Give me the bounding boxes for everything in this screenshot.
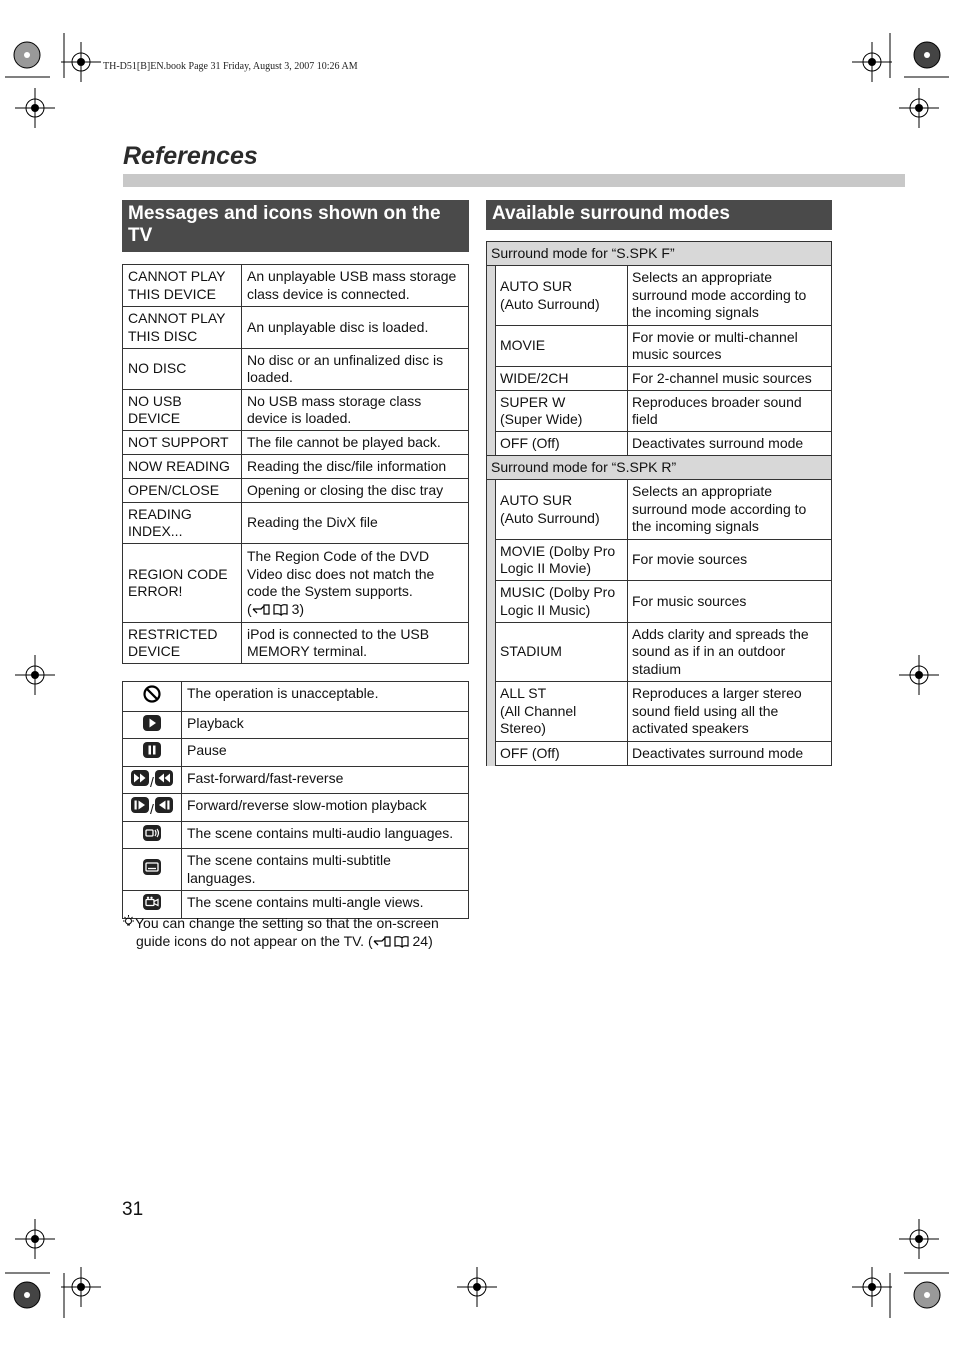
ref-open: ( [247, 600, 252, 617]
table-row [123, 623, 469, 664]
icon-desc: The scene contains multi-angle views. [182, 891, 469, 919]
message-desc: Reading the DivX file [242, 503, 469, 544]
message-key: REGION CODE ERROR! [123, 544, 242, 623]
icon-desc: The scene contains multi-audio languages. [182, 821, 469, 849]
prohibited-icon [142, 684, 162, 704]
multi-audio-icon [142, 824, 162, 842]
table-row [487, 242, 832, 266]
table-row [487, 742, 832, 766]
table-row [487, 326, 832, 367]
message-key: READING INDEX... [123, 503, 242, 544]
table-row [123, 682, 469, 712]
note-ref-page: 24) [412, 933, 433, 949]
book-header: TH-D51[B]EN.book Page 31 Friday, August 3, 2007 10:26 AM [103, 61, 358, 72]
table-row [123, 349, 469, 390]
icon-slash: / [150, 773, 154, 790]
table-row [487, 682, 832, 742]
icon-desc: Playback [182, 711, 469, 739]
table-row [123, 307, 469, 349]
table-row [123, 390, 469, 431]
icon-desc: Fast-forward/fast-reverse [182, 766, 469, 794]
ref-page: 3) [291, 600, 305, 617]
table-row [123, 479, 469, 503]
message-key: RESTRICTED DEVICE [123, 623, 242, 664]
table-row [123, 794, 469, 822]
multi-angle-icon [142, 893, 162, 911]
surround-mode: MOVIE (Dolby Pro Logic II Movie) [496, 540, 628, 581]
message-desc: Reading the disc/file information [242, 455, 469, 479]
play-icon [142, 714, 162, 732]
table-row [123, 821, 469, 849]
surround-desc: Selects an appropriate surround mode according to the incoming signals [628, 266, 832, 326]
surround-desc: For movie sources [628, 540, 832, 581]
surround-mode: AUTO SUR (Auto Surround) [496, 266, 628, 326]
icon-desc: The operation is unacceptable. [182, 682, 469, 712]
surround-mode: SUPER W (Super Wide) [496, 391, 628, 432]
message-desc: iPod is connected to the USB MEMORY terminal. [242, 623, 469, 664]
multi-subtitle-icon [142, 858, 162, 876]
surround-desc: For movie or multi-channel music sources [628, 326, 832, 367]
message-desc: No USB mass storage class device is loaded. [242, 390, 469, 431]
message-desc: An unplayable disc is loaded. [242, 307, 469, 349]
lightbulb-icon [122, 915, 135, 928]
table-row [123, 544, 469, 623]
page-title: References [123, 142, 258, 170]
message-key: NO DISC [123, 349, 242, 390]
surround-desc: Deactivates surround mode [628, 742, 832, 766]
surround-modes-table [486, 241, 832, 766]
message-desc: The file cannot be played back. [242, 431, 469, 455]
table-row [487, 480, 832, 540]
message-desc: Opening or closing the disc tray [242, 479, 469, 503]
message-desc-text: The Region Code of the DVD Video disc does not match the code the System supports. [247, 548, 435, 599]
table-row [123, 766, 469, 794]
page-reference-icon [252, 603, 288, 616]
surround-modes-heading: Available surround modes [486, 200, 832, 230]
note-text: You can change the setting so that the on-screen guide icons do not appear on the TV. ( [135, 915, 439, 949]
surround-desc: For 2-channel music sources [628, 367, 832, 391]
pause-icon [142, 741, 162, 759]
surround-mode: STADIUM [496, 623, 628, 682]
surround-mode: ALL ST (All Channel Stereo) [496, 682, 628, 742]
front-group-label: Surround mode for “S.SPK F” [487, 242, 832, 266]
surround-desc: Selects an appropriate surround mode according to the incoming signals [628, 480, 832, 540]
fast-forward-icon [130, 769, 150, 787]
title-rule [123, 174, 905, 187]
surround-mode: OFF (Off) [496, 432, 628, 456]
surround-mode: MUSIC (Dolby Pro Logic II Music) [496, 581, 628, 623]
surround-mode: OFF (Off) [496, 742, 628, 766]
icons-table [122, 681, 469, 919]
table-row [487, 623, 832, 682]
table-row [487, 540, 832, 581]
table-row [487, 367, 832, 391]
table-row [123, 739, 469, 767]
table-row [487, 391, 832, 432]
page-reference-icon [373, 935, 409, 948]
table-row [487, 581, 832, 623]
message-desc [242, 544, 469, 623]
fast-reverse-icon [154, 769, 174, 787]
surround-desc: For music sources [628, 581, 832, 623]
message-key: NOW READING [123, 455, 242, 479]
surround-desc: Reproduces broader sound field [628, 391, 832, 432]
message-key: CANNOT PLAY THIS DISC [123, 307, 242, 349]
table-row [487, 432, 832, 456]
message-key: CANNOT PLAY THIS DEVICE [123, 265, 242, 307]
tip-note [122, 914, 472, 950]
message-key: NOT SUPPORT [123, 431, 242, 455]
slow-forward-icon [130, 796, 150, 814]
slow-reverse-icon [154, 796, 174, 814]
surround-mode: AUTO SUR (Auto Surround) [496, 480, 628, 540]
icon-slash: / [150, 801, 154, 817]
table-row [487, 456, 832, 480]
table-row [123, 431, 469, 455]
table-row [123, 265, 469, 307]
surround-desc: Reproduces a larger stereo sound field using all the activated speakers [628, 682, 832, 742]
table-row [123, 455, 469, 479]
message-key: NO USB DEVICE [123, 390, 242, 431]
message-key: OPEN/CLOSE [123, 479, 242, 503]
table-row [487, 266, 832, 326]
table-row [123, 849, 469, 891]
messages-icons-heading: Messages and icons shown on the TV [122, 200, 469, 252]
table-row [123, 503, 469, 544]
icon-desc: The scene contains multi-subtitle languages. [182, 849, 469, 891]
page-number: 31 [122, 1199, 144, 1220]
icon-desc: Forward/reverse slow-motion playback [182, 794, 469, 822]
surround-desc: Deactivates surround mode [628, 432, 832, 456]
surround-desc: Adds clarity and spreads the sound as if in an outdoor stadium [628, 623, 832, 682]
rear-group-label: Surround mode for “S.SPK R” [487, 456, 832, 480]
icon-desc: Pause [182, 739, 469, 767]
message-desc: An unplayable USB mass storage class device is connected. [242, 265, 469, 307]
surround-mode: WIDE/2CH [496, 367, 628, 391]
surround-mode: MOVIE [496, 326, 628, 367]
messages-table [122, 264, 469, 664]
message-desc: No disc or an unfinalized disc is loaded. [242, 349, 469, 390]
table-row [123, 711, 469, 739]
